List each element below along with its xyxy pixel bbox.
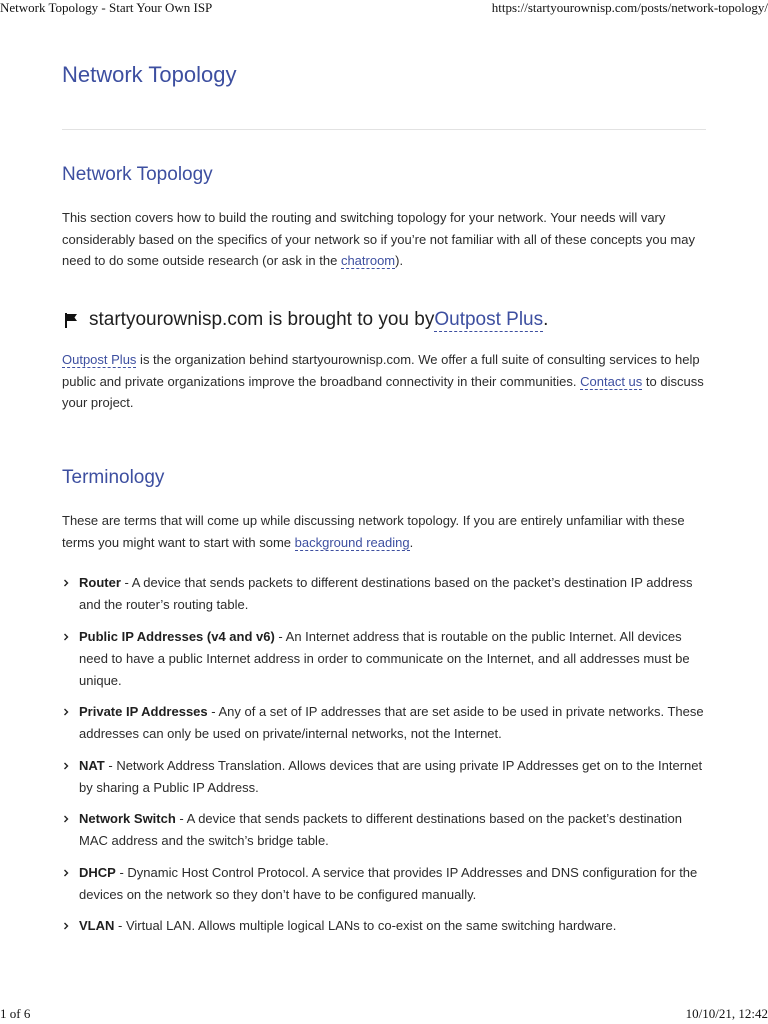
terminology-intro-text: These are terms that will come up while discussing network topology. If you are entirely unfamiliar with these terms you might want to start with some (62, 513, 685, 550)
print-header-title: Network Topology - Start Your Own ISP (0, 0, 213, 15)
term-definition: - Network Address Translation. Allows devices that are using private IP Addresses get on to the Internet by sharing a Public IP Address. (79, 757, 703, 795)
chevron-right-icon (62, 922, 70, 930)
term-definition: - A device that sends packets to different destinations based on the packet’s destination MAC address and the switch’s bridge table. (79, 811, 682, 848)
terminology-intro-end: . (409, 534, 414, 550)
about-text: is the organization behind startyourownisp.com. We offer a full suite of consulting services to help public and private organizations improve the broadband connectivity in their communities. (62, 352, 700, 389)
chevron-right-icon (62, 633, 70, 641)
intro-text: This section covers how to build the routing and switching topology for your network. Your needs will vary considerably based on the specifics of your network so if you’re not familiar with all of these concepts you may need to do some outside research (or ask in the (62, 210, 695, 268)
page-title: Network Topology (62, 62, 237, 87)
print-header (0, 0, 768, 18)
background-reading-link[interactable]: background reading (294, 534, 410, 550)
list-item (62, 572, 712, 616)
term-name: Router (79, 575, 121, 590)
title-divider (62, 129, 706, 130)
terminology-intro-paragraph (62, 510, 712, 553)
section-heading-terminology: Terminology (62, 467, 165, 488)
print-header-url: https://startyourownisp.com/posts/network-topology/ (491, 0, 768, 15)
term-definition: - Virtual LAN. Allows multiple logical LANs to co-exist on the same switching hardware. (114, 918, 617, 933)
outpost-plus-inline-link[interactable]: Outpost Plus (62, 352, 137, 367)
term-definition: - An Internet address that is routable on the public Internet. All devices need to have a public Internet address in order to communicate on the Internet, and all addresses must be unique. (79, 628, 690, 688)
chevron-right-icon (62, 815, 70, 823)
term-name: Network Switch (79, 811, 176, 826)
term-name: DHCP (79, 864, 116, 880)
section-heading-network-topology: Network Topology (62, 164, 213, 185)
list-item (62, 862, 712, 906)
list-item (62, 808, 712, 852)
about-paragraph (62, 349, 712, 414)
term-name: Public IP Addresses (v4 and v6) (79, 628, 275, 644)
sponsor-text: startyourownisp.com is brought to you by (89, 309, 435, 330)
list-item (62, 755, 712, 799)
chevron-right-icon (62, 708, 70, 716)
sponsor-banner (62, 307, 548, 333)
terms-list (62, 572, 712, 947)
print-footer (0, 1006, 768, 1024)
about-text-end: to discuss your project. (62, 373, 704, 410)
list-item (62, 701, 712, 745)
list-item (62, 915, 712, 937)
page-counter: 1 of 6 (0, 1006, 31, 1021)
term-name: VLAN (79, 918, 115, 933)
chevron-right-icon (62, 869, 70, 877)
chevron-right-icon (62, 579, 70, 587)
contact-us-link[interactable]: Contact us (580, 373, 643, 389)
outpost-plus-link[interactable]: Outpost Plus (434, 308, 544, 330)
term-definition: - A device that sends packets to different destinations based on the packet’s destination IP address and the router’s routing table. (79, 575, 693, 612)
print-timestamp: 10/10/21, 12:42 (685, 1006, 768, 1021)
chatroom-link[interactable]: chatroom (340, 253, 396, 268)
term-definition: - Any of a set of IP addresses that are set aside to be used in private networks. These addresses can only be used on private/internal networks, not the Internet. (79, 704, 704, 741)
chevron-right-icon (62, 762, 70, 770)
term-definition: - Dynamic Host Control Protocol. A service that provides IP Addresses and DNS configuration for the devices on the network so they don’t have to be configured manually. (79, 864, 698, 902)
section-intro-paragraph (62, 207, 712, 272)
sponsor-period: . (543, 309, 549, 330)
term-name: Private IP Addresses (79, 704, 208, 719)
flag-icon (62, 311, 80, 329)
term-name: NAT (79, 757, 105, 773)
list-item (62, 626, 712, 692)
intro-text-end: ). (395, 253, 404, 268)
